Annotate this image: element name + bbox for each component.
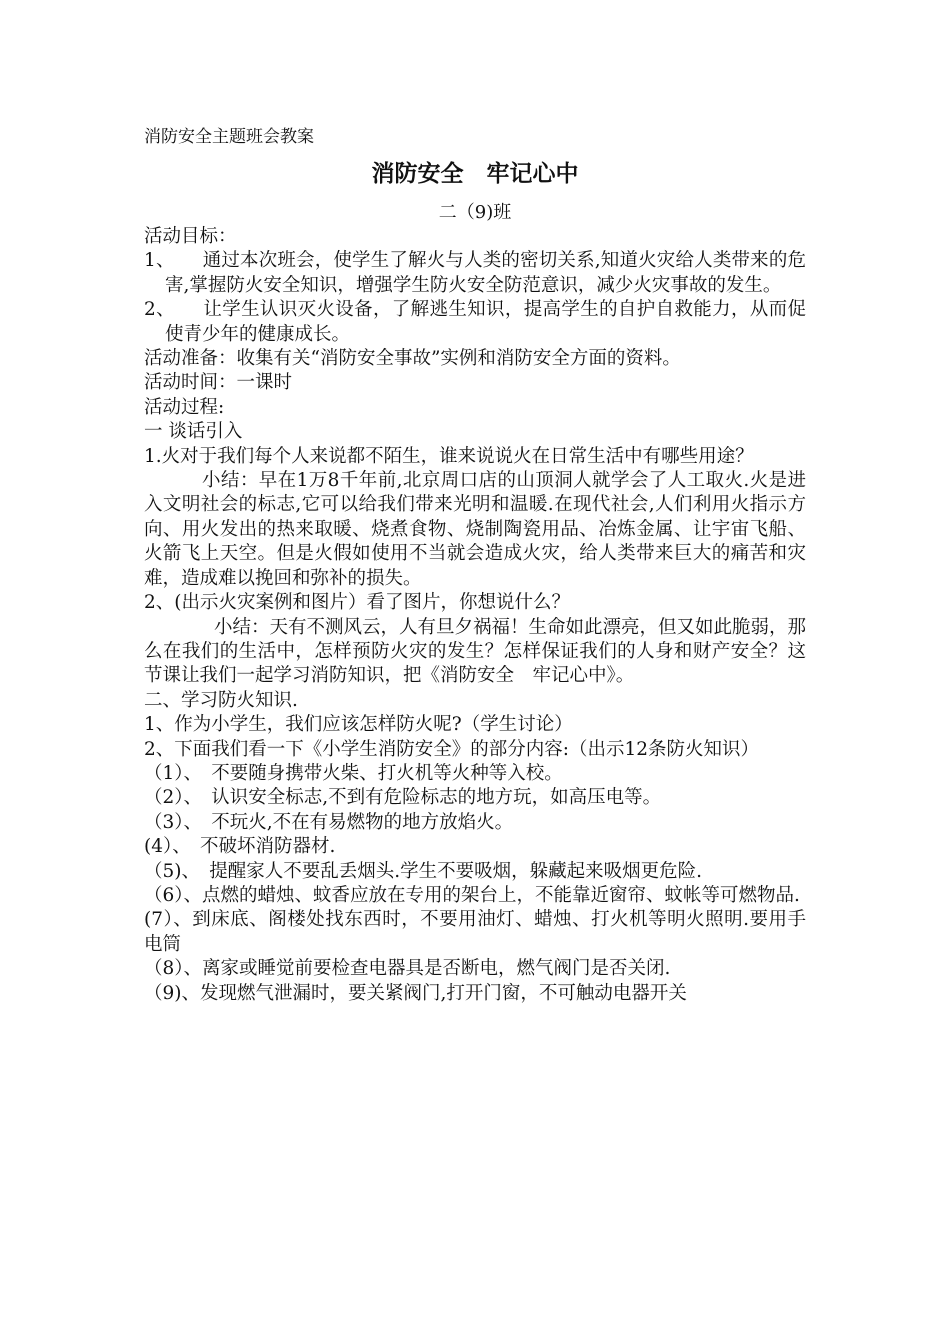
document-body [144,225,806,1006]
body-paragraph: 1、 通过本次班会，使学生了解火与人类的密切关系,知道火灾给人类带来的危害,掌握防火安全知识，增强学生防火安全防范意识，减少火灾事故的发生。 [144,250,806,296]
body-paragraph: 1.火对于我们每个人来说都不陌生，谁来说说火在日常生活中有哪些用途？ [144,445,754,467]
body-paragraph: （1）、 不要随身携带火柴、打火机等火种等入校。 [144,762,563,784]
body-paragraph: 2、下面我们看一下《小学生消防安全》的部分内容:（出示12条防火知识） [144,738,760,760]
body-paragraph: 活动目标： [144,226,237,247]
body-paragraph: （8）、离家或睡觉前要检查电器具是否断电，燃气阀门是否关闭. [144,958,671,980]
body-paragraph: （5)、 提醒家人不要乱丢烟头.学生不要吸烟，躲藏起来吸烟更危险. [144,860,703,882]
body-paragraph: 活动准备：收集有关“消防安全事故”实例和消防安全方面的资料。 [144,348,681,370]
document-title: 消防安全 牢记心中 [371,161,579,187]
document-subtitle: 二（9)班 [438,202,512,223]
body-paragraph: 活动时间：一课时 [144,372,293,394]
body-paragraph: 一 谈话引入 [144,421,243,443]
body-paragraph: 2、 让学生认识灭火设备，了解逃生知识，提高学生的自护自救能力，从而促使青少年的健康成长。 [144,299,806,345]
body-paragraph: （2）、 认识安全标志,不到有危险标志的地方玩，如高压电等。 [144,787,662,809]
body-paragraph: (7）、到床底、阁楼处找东西时，不要用油灯、蜡烛、打火机等明火照明.要用手电筒 [144,909,806,955]
body-paragraph: 1、作为小学生，我们应该怎样防火呢?（学生讨论） [144,714,573,736]
body-paragraph: （6）、点燃的蜡烛、蚊香应放在专用的架台上，不能靠近窗帘、蚊帐等可燃物品. [144,884,800,906]
body-paragraph: 2、(出示火灾案例和图片）看了图片，你想说什么？ [144,592,570,614]
body-paragraph: 二、学习防火知识. [144,689,298,711]
header-note: 消防安全主题班会教案 [144,127,314,147]
body-paragraph: 小结：天有不测风云，人有旦夕祸福！生命如此漂亮，但又如此脆弱，那么在我们的生活中，怎样预防火灾的发生？怎样保证我们的人身和财产安全？这节课让我们一起学习消防知识，把《消防安全 牢记心中》。 [144,616,807,687]
body-paragraph: 小结：早在1万8千年前,北京周口店的山顶洞人就学会了人工取火.火是进入文明社会的标志,它可以给我们带来光明和温暖.在现代社会,人们利用火指示方向、用火发出的热来取暖、烧煮食物、烧制陶瓷用品、冶炼金属、让宇宙飞船、火箭飞上天空。但是火假如使用不当就会造成火灾，给人类带来巨大的痛苦和灾难，造成难以挽回和弥补的损失。 [144,470,806,589]
body-paragraph: （9)、发现燃气泄漏时，要关紧阀门,打开门窗，不可触动电器开关 [144,982,687,1004]
body-paragraph: （3）、 不玩火,不在有易燃物的地方放焰火。 [144,811,514,833]
body-paragraph: (4）、 不破坏消防器材. [144,836,336,858]
body-paragraph: 活动过程: [144,396,225,418]
